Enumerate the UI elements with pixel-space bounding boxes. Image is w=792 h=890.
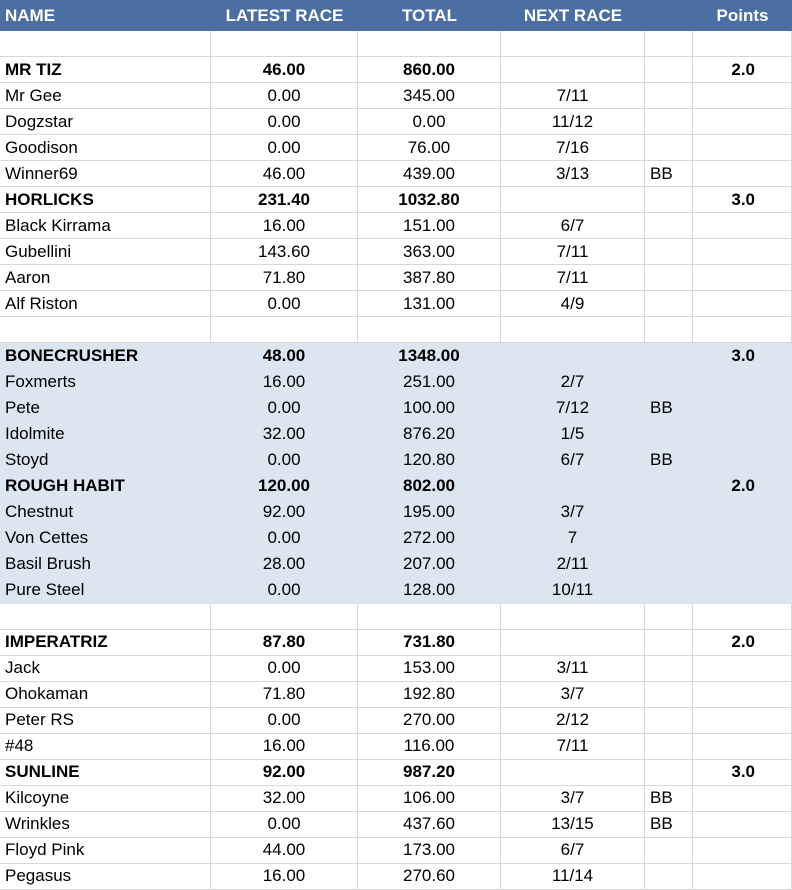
table-row [0,786,792,812]
cell-name [0,31,211,57]
cell-name: Black Kirrama [0,213,211,239]
table-row [0,682,792,708]
cell-note [645,760,693,786]
cell-name: #48 [0,734,211,760]
cell-next-race: 3/7 [501,682,645,708]
cell-points [693,213,792,239]
cell-note [645,656,693,682]
cell-points: 2.0 [693,630,792,656]
cell-points [693,31,792,57]
cell-name: Winner69 [0,161,211,187]
cell-total: 272.00 [358,526,501,552]
cell-total: 131.00 [358,291,501,317]
cell-latest-race: 0.00 [211,812,358,838]
cell-next-race [501,31,645,57]
cell-name: Idolmite [0,421,211,447]
cell-note [645,526,693,552]
cell-next-race: 11/12 [501,109,645,135]
cell-next-race [501,187,645,213]
table-row [0,604,792,630]
cell-next-race: 13/15 [501,812,645,838]
cell-note [645,213,693,239]
cell-next-race: 7/11 [501,265,645,291]
cell-points [693,317,792,343]
cell-note [645,109,693,135]
cell-next-race: 6/7 [501,447,645,473]
cell-total: 270.00 [358,708,501,734]
cell-name: Pure Steel [0,578,211,604]
cell-points [693,369,792,395]
cell-name: Dogzstar [0,109,211,135]
cell-points [693,838,792,864]
cell-total: 0.00 [358,109,501,135]
cell-next-race: 4/9 [501,291,645,317]
cell-latest-race: 0.00 [211,447,358,473]
cell-points [693,395,792,421]
cell-name: Wrinkles [0,812,211,838]
cell-total: 128.00 [358,578,501,604]
cell-latest-race: 92.00 [211,500,358,526]
cell-name: Peter RS [0,708,211,734]
cell-total: 251.00 [358,369,501,395]
cell-note [645,708,693,734]
cell-note: BB [645,395,693,421]
cell-latest-race: 0.00 [211,526,358,552]
cell-next-race: 3/7 [501,786,645,812]
table-row [0,734,792,760]
cell-points [693,864,792,890]
cell-points: 3.0 [693,760,792,786]
header-next-race: NEXT RACE [523,5,623,25]
cell-points [693,812,792,838]
cell-name: HORLICKS [0,187,211,213]
cell-note [645,369,693,395]
cell-note [645,734,693,760]
cell-next-race [501,343,645,369]
cell-name: Foxmerts [0,369,211,395]
cell-name: Floyd Pink [0,838,211,864]
cell-total: 1348.00 [358,343,501,369]
cell-total: 731.80 [358,630,501,656]
cell-total: 437.60 [358,812,501,838]
cell-points [693,604,792,630]
cell-total: 345.00 [358,83,501,109]
cell-name: ROUGH HABIT [0,474,211,500]
table-row [0,447,792,473]
cell-points [693,578,792,604]
cell-next-race: 7/11 [501,239,645,265]
cell-note [645,578,693,604]
cell-note [645,317,693,343]
cell-name: Pete [0,395,211,421]
cell-total: 173.00 [358,838,501,864]
cell-name: IMPERATRIZ [0,630,211,656]
cell-name: Pegasus [0,864,211,890]
cell-note [645,291,693,317]
cell-next-race [501,760,645,786]
cell-next-race: 6/7 [501,838,645,864]
cell-latest-race: 32.00 [211,786,358,812]
cell-note [645,187,693,213]
cell-note [645,265,693,291]
cell-next-race [501,57,645,83]
cell-next-race: 7/16 [501,135,645,161]
table-row [0,317,792,343]
table-row [0,708,792,734]
cell-name: Stoyd [0,447,211,473]
cell-name: Chestnut [0,500,211,526]
cell-points [693,109,792,135]
table-row [0,630,792,656]
cell-name: Alf Riston [0,291,211,317]
cell-next-race: 3/11 [501,656,645,682]
cell-note [645,604,693,630]
cell-total [358,317,501,343]
table-row [0,135,792,161]
cell-note [645,682,693,708]
cell-points [693,500,792,526]
table-row [0,161,792,187]
cell-points [693,161,792,187]
cell-next-race: 3/7 [501,500,645,526]
cell-note [645,83,693,109]
cell-total: 987.20 [358,760,501,786]
cell-total: 116.00 [358,734,501,760]
cell-points [693,656,792,682]
cell-name [0,317,211,343]
cell-next-race [501,604,645,630]
cell-note: BB [645,786,693,812]
cell-note: BB [645,812,693,838]
cell-latest-race [211,604,358,630]
cell-points [693,734,792,760]
cell-points [693,421,792,447]
table-row [0,838,792,864]
table-row [0,31,792,57]
cell-note [645,57,693,83]
table-row [0,291,792,317]
cell-points: 2.0 [693,474,792,500]
cell-name: SUNLINE [0,760,211,786]
header-latest-race: LATEST RACE [225,5,344,25]
cell-note [645,474,693,500]
cell-latest-race: 32.00 [211,421,358,447]
table-row [0,343,792,369]
table-row [0,369,792,395]
cell-latest-race: 0.00 [211,656,358,682]
cell-latest-race: 0.00 [211,395,358,421]
cell-latest-race: 92.00 [211,760,358,786]
cell-total: 151.00 [358,213,501,239]
cell-note: BB [645,161,693,187]
cell-latest-race: 71.80 [211,682,358,708]
cell-latest-race: 71.80 [211,265,358,291]
cell-total: 100.00 [358,395,501,421]
cell-total: 802.00 [358,474,501,500]
cell-latest-race [211,31,358,57]
cell-latest-race: 28.00 [211,552,358,578]
table-row [0,265,792,291]
cell-latest-race: 87.80 [211,630,358,656]
cell-note [645,630,693,656]
cell-total: 207.00 [358,552,501,578]
cell-name: Kilcoyne [0,786,211,812]
cell-latest-race: 120.00 [211,474,358,500]
cell-note [645,864,693,890]
cell-total: 876.20 [358,421,501,447]
cell-next-race: 10/11 [501,578,645,604]
cell-latest-race: 0.00 [211,83,358,109]
cell-next-race: 3/13 [501,161,645,187]
table-row [0,109,792,135]
cell-next-race: 1/5 [501,421,645,447]
cell-points [693,291,792,317]
cell-next-race: 2/7 [501,369,645,395]
cell-total: 270.60 [358,864,501,890]
cell-latest-race: 0.00 [211,135,358,161]
cell-latest-race: 16.00 [211,369,358,395]
cell-note [645,838,693,864]
cell-total: 439.00 [358,161,501,187]
cell-latest-race: 0.00 [211,578,358,604]
cell-latest-race: 44.00 [211,838,358,864]
cell-latest-race: 48.00 [211,343,358,369]
cell-latest-race: 16.00 [211,864,358,890]
cell-next-race: 7/11 [501,83,645,109]
header-blank [645,0,693,31]
cell-latest-race: 46.00 [211,57,358,83]
cell-note [645,500,693,526]
cell-total: 1032.80 [358,187,501,213]
header-total: TOTAL [401,5,458,25]
cell-name: Goodison [0,135,211,161]
cell-total: 860.00 [358,57,501,83]
cell-points: 3.0 [693,343,792,369]
cell-note [645,421,693,447]
cell-name: Von Cettes [0,526,211,552]
cell-latest-race: 0.00 [211,708,358,734]
cell-name: Gubellini [0,239,211,265]
cell-next-race: 7/11 [501,734,645,760]
table-row [0,656,792,682]
cell-points [693,708,792,734]
header-name: NAME [5,5,56,25]
cell-total: 120.80 [358,447,501,473]
cell-latest-race: 0.00 [211,109,358,135]
cell-points [693,682,792,708]
cell-points [693,552,792,578]
cell-points [693,526,792,552]
cell-total: 195.00 [358,500,501,526]
cell-note [645,135,693,161]
cell-total: 106.00 [358,786,501,812]
cell-total: 76.00 [358,135,501,161]
table-row [0,187,792,213]
cell-name: Basil Brush [0,552,211,578]
cell-points [693,239,792,265]
table-row [0,864,792,890]
cell-next-race: 2/12 [501,708,645,734]
cell-note [645,239,693,265]
cell-next-race: 6/7 [501,213,645,239]
table-row [0,760,792,786]
table-row [0,578,792,604]
cell-total: 153.00 [358,656,501,682]
cell-name: MR TIZ [0,57,211,83]
cell-next-race: 7 [501,526,645,552]
cell-total [358,31,501,57]
cell-next-race [501,630,645,656]
cell-points [693,447,792,473]
table-row [0,474,792,500]
table-row [0,500,792,526]
cell-name: Mr Gee [0,83,211,109]
cell-points [693,786,792,812]
cell-latest-race: 143.60 [211,239,358,265]
cell-total: 387.80 [358,265,501,291]
cell-name [0,604,211,630]
table-row [0,812,792,838]
cell-next-race: 11/14 [501,864,645,890]
table-row [0,395,792,421]
cell-note: BB [645,447,693,473]
table-row [0,239,792,265]
table-row [0,526,792,552]
cell-name: Jack [0,656,211,682]
table-row [0,57,792,83]
cell-points [693,135,792,161]
cell-latest-race [211,317,358,343]
table-row [0,421,792,447]
cell-name: BONECRUSHER [0,343,211,369]
cell-latest-race: 46.00 [211,161,358,187]
cell-latest-race: 16.00 [211,213,358,239]
cell-total: 363.00 [358,239,501,265]
cell-next-race [501,317,645,343]
cell-points [693,83,792,109]
header-row [0,0,792,31]
cell-total: 192.80 [358,682,501,708]
table-row [0,213,792,239]
cell-latest-race: 16.00 [211,734,358,760]
cell-next-race: 7/12 [501,395,645,421]
cell-points: 3.0 [693,187,792,213]
cell-note [645,31,693,57]
cell-points [693,265,792,291]
cell-total [358,604,501,630]
header-points: Points [716,5,769,25]
cell-next-race [501,474,645,500]
cell-latest-race: 0.00 [211,291,358,317]
cell-name: Aaron [0,265,211,291]
cell-next-race: 2/11 [501,552,645,578]
table-row [0,552,792,578]
table-row [0,83,792,109]
cell-note [645,343,693,369]
cell-name: Ohokaman [0,682,211,708]
cell-latest-race: 231.40 [211,187,358,213]
cell-points: 2.0 [693,57,792,83]
cell-note [645,552,693,578]
